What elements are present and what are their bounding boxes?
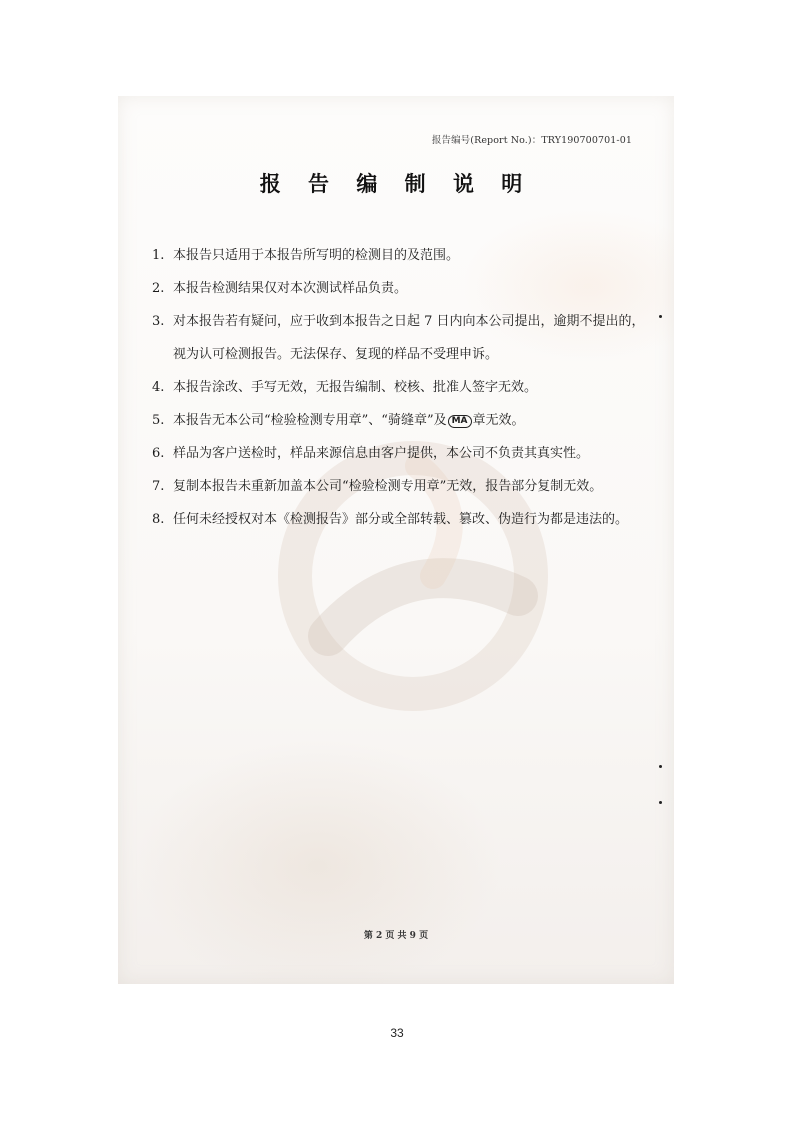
item-text-after: 章无效。 — [472, 413, 525, 428]
list-item — [152, 404, 652, 437]
item-text-continuation: 视为认可检测报告。无法保存、复现的样品不受理申诉。 — [173, 347, 499, 362]
scan-speck — [659, 315, 662, 318]
item-text: 本报告无本公司“检验检测专用章”、“骑缝章”及 — [173, 413, 447, 428]
scan-speck — [659, 765, 662, 768]
page-number: 33 — [390, 1026, 404, 1040]
list-item — [152, 437, 652, 470]
list-item — [152, 305, 652, 371]
item-text: 本报告检测结果仅对本次测试样品负责。 — [173, 281, 408, 296]
scanned-page — [118, 96, 674, 984]
item-number: 6. — [152, 446, 165, 461]
list-item — [152, 239, 652, 272]
item-number: 2. — [152, 281, 165, 296]
ma-seal-icon: MA — [448, 415, 472, 428]
scan-speck — [659, 801, 662, 804]
item-number: 1. — [152, 248, 165, 263]
notes-list — [152, 239, 652, 536]
item-text-block — [173, 305, 652, 371]
item-text-block — [173, 404, 652, 437]
list-item — [152, 272, 652, 305]
list-item — [152, 503, 652, 536]
page-title: 报 告 编 制 说 明 — [259, 172, 533, 196]
item-text: 任何未经授权对本《检测报告》部分或全部转载、篡改、伪造行为都是违法的。 — [173, 512, 629, 527]
item-number: 7. — [152, 479, 165, 494]
report-number: 报告编号(Report No.)：TRY190700701-01 — [431, 135, 632, 146]
list-item — [152, 371, 652, 404]
item-text: 对本报告若有疑问，应于收到本报告之日起 7 日内向本公司提出，逾期不提出的， — [173, 314, 645, 329]
item-text: 本报告只适用于本报告所写明的检测目的及范围。 — [173, 248, 460, 263]
item-number: 5. — [152, 413, 165, 428]
item-number: 8. — [152, 512, 165, 527]
page-footer: 第 2 页 共 9 页 — [363, 931, 429, 941]
item-text: 复制本报告未重新加盖本公司“检验检测专用章”无效，报告部分复制无效。 — [173, 479, 603, 494]
item-number: 3. — [152, 314, 165, 329]
item-text: 样品为客户送检时，样品来源信息由客户提供，本公司不负责其真实性。 — [173, 446, 590, 461]
item-number: 4. — [152, 380, 165, 395]
item-text: 本报告涂改、手写无效，无报告编制、校核、批准人签字无效。 — [173, 380, 538, 395]
list-item — [152, 470, 652, 503]
